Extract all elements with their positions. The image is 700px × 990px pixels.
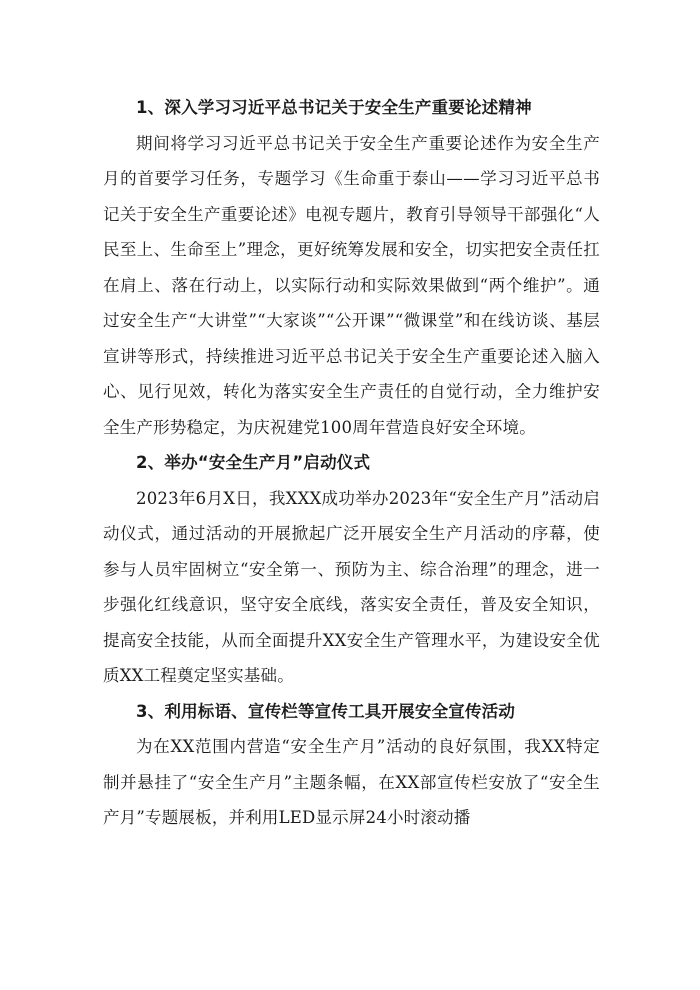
section-3-heading: 3、利用标语、宣传栏等宣传工具开展安全宣传活动 (136, 701, 516, 721)
section-3-paragraph: 为在XX范围内营造“安全生产月”活动的良好氛围，我XX特定制并悬挂了“安全生产月”主题条幅，在XX部宣传栏安放了“安全生产月”专题展板，并利用LED显示屏24小时滚动播 (103, 737, 600, 827)
section-1-heading: 1、深入学习习近平总书记关于安全生产重要论述精神 (136, 98, 532, 117)
section-2-paragraph: 2023年6月X日，我XXX成功举办2023年“安全生产月”活动启动仪式，通过活动的开展掀起广泛开展安全生产月活动的序幕，使参与人员牢固树立“安全第一、预防为主、综合治理”的理念，进一步强化红线意识，坚守安全底线，落实安全责任，普及安全知识，提高安全技能，从而全面提升XX安全生产管理水平，为建设安全优质XX工程奠定坚实基础。 (103, 488, 600, 685)
section-1-paragraph: 期间将学习习近平总书记关于安全生产重要论述作为安全生产月的首要学习任务，专题学习《生命重于泰山——学习习近平总书记关于安全生产重要论述》电视专题片，教育引导领导干部强化“人民至上、生命至上”理念，更好统筹发展和安全，切实把安全责任扛在肩上、落在行动上，以实际行动和实际效果做到“两个维护”。通过安全生产“大讲堂”“大家谈”“公开课”“微课堂”和在线访谈、基层宣讲等形式，持续推进习近平总书记关于安全生产重要论述入脑入心、见行见效，转化为落实安全生产责任的自觉行动，全力维护安全生产形势稳定，为庆祝建党100周年营造良好安全环境。 (103, 133, 600, 437)
section-2-heading: 2、举办“安全生产月”启动仪式 (136, 453, 371, 472)
document-body (103, 90, 600, 836)
